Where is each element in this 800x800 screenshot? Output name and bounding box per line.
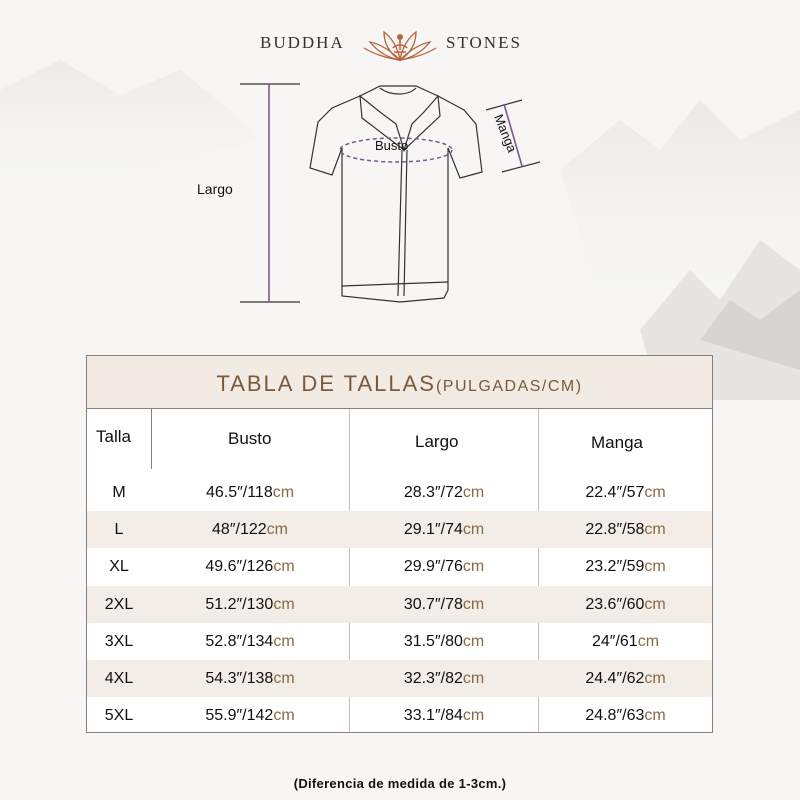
table-header-row bbox=[87, 409, 712, 469]
shirt-measurement-diagram bbox=[0, 70, 800, 320]
sleeve-cell bbox=[539, 670, 712, 688]
table-row bbox=[87, 548, 712, 585]
sleeve-cell bbox=[539, 484, 712, 502]
sleeve-cell bbox=[539, 596, 712, 614]
unit-cm: cm bbox=[273, 707, 295, 725]
unit-cm: cm bbox=[272, 484, 295, 501]
length-cell-value: 29.9″/76 bbox=[403, 558, 463, 576]
length-cell-value: 29.1″/74 bbox=[403, 521, 463, 539]
length-cell-value: 28.3″/72 bbox=[403, 484, 463, 501]
length-cell bbox=[350, 558, 538, 576]
sleeve-cell-value: 23.6″/60 bbox=[585, 595, 645, 613]
unit-cm: cm bbox=[273, 595, 295, 613]
unit-cm: cm bbox=[462, 595, 485, 613]
header-length: Largo bbox=[415, 432, 459, 451]
size-cell bbox=[87, 633, 151, 651]
measurement-note: (Diferencia de medida de 1-3cm.) bbox=[293, 776, 507, 791]
shirt-outline-illustration bbox=[0, 70, 800, 320]
length-label: Largo bbox=[197, 181, 233, 197]
size-cell-value: L bbox=[114, 521, 124, 539]
size-cell bbox=[87, 596, 151, 614]
size-cell-value: 4XL bbox=[104, 670, 134, 687]
unit-cm: cm bbox=[266, 521, 288, 539]
unit-cm: cm bbox=[273, 558, 295, 576]
sleeve-cell bbox=[539, 633, 712, 651]
unit-cm: cm bbox=[644, 707, 666, 725]
unit-cm: cm bbox=[644, 521, 666, 539]
chest-cell bbox=[151, 633, 349, 651]
header-sleeve: Manga bbox=[591, 433, 643, 452]
table-row bbox=[87, 623, 712, 660]
unit-cm: cm bbox=[637, 632, 660, 650]
size-chart-title-row bbox=[87, 356, 712, 409]
size-chart-title bbox=[87, 371, 712, 397]
length-cell bbox=[350, 484, 538, 502]
chest-cell-value: 55.9″/142 bbox=[205, 707, 274, 725]
title-units: (PULGADAS/CM) bbox=[435, 378, 583, 395]
table-row bbox=[87, 697, 712, 734]
length-cell bbox=[350, 670, 538, 688]
chest-cell bbox=[151, 670, 349, 688]
chest-cell bbox=[151, 484, 349, 502]
unit-cm: cm bbox=[462, 707, 485, 725]
unit-cm: cm bbox=[273, 632, 295, 650]
brand-logo bbox=[0, 24, 800, 64]
size-cell-value: 2XL bbox=[104, 595, 134, 613]
table-row bbox=[87, 660, 712, 697]
header-size: Talla bbox=[96, 427, 131, 446]
size-cell bbox=[87, 670, 151, 688]
sleeve-cell-value: 24″/61 bbox=[591, 632, 638, 650]
table-row bbox=[87, 474, 712, 511]
sleeve-label: Manga bbox=[491, 112, 520, 155]
lotus-meditation-icon bbox=[360, 24, 440, 64]
sleeve-cell-value: 24.8″/63 bbox=[585, 707, 645, 725]
length-cell-value: 31.5″/80 bbox=[403, 632, 463, 650]
unit-cm: cm bbox=[462, 484, 485, 501]
unit-cm: cm bbox=[462, 670, 485, 687]
size-cell bbox=[87, 707, 151, 725]
sleeve-cell bbox=[539, 558, 712, 576]
sleeve-cell bbox=[539, 521, 712, 539]
size-cell bbox=[87, 558, 151, 576]
length-cell bbox=[350, 521, 538, 539]
length-cell-value: 30.7″/78 bbox=[403, 595, 463, 613]
unit-cm: cm bbox=[462, 558, 485, 576]
unit-cm: cm bbox=[644, 670, 666, 687]
header-chest: Busto bbox=[228, 429, 272, 448]
chest-cell-value: 49.6″/126 bbox=[205, 558, 274, 576]
length-cell bbox=[350, 707, 538, 725]
chest-cell-value: 52.8″/134 bbox=[205, 632, 274, 650]
table-row bbox=[87, 586, 712, 623]
sleeve-cell-value: 23.2″/59 bbox=[585, 558, 645, 576]
unit-cm: cm bbox=[462, 521, 485, 539]
sleeve-cell-value: 22.8″/58 bbox=[585, 521, 645, 539]
chest-cell bbox=[151, 707, 349, 725]
size-cell-value: 3XL bbox=[104, 632, 134, 650]
chest-cell bbox=[151, 521, 349, 539]
sleeve-cell bbox=[539, 707, 712, 725]
unit-cm: cm bbox=[644, 484, 666, 501]
brand-name-left: BUDDHA bbox=[260, 33, 345, 52]
brand-name-right: STONES bbox=[446, 33, 522, 52]
chest-cell-value: 54.3″/138 bbox=[205, 670, 274, 687]
size-cell bbox=[87, 484, 151, 502]
title-main: TABLA DE TALLAS bbox=[216, 371, 436, 396]
size-chart-table bbox=[86, 355, 713, 733]
length-cell bbox=[350, 596, 538, 614]
length-cell-value: 32.3″/82 bbox=[403, 670, 463, 687]
size-cell-value: M bbox=[112, 484, 126, 501]
length-cell bbox=[350, 633, 538, 651]
chest-cell bbox=[151, 558, 349, 576]
unit-cm: cm bbox=[462, 632, 485, 650]
chest-cell-value: 51.2″/130 bbox=[205, 595, 274, 613]
sleeve-cell-value: 24.4″/62 bbox=[585, 670, 645, 687]
sleeve-cell-value: 22.4″/57 bbox=[585, 484, 645, 501]
table-row bbox=[87, 511, 712, 548]
chest-cell bbox=[151, 596, 349, 614]
unit-cm: cm bbox=[644, 558, 666, 576]
unit-cm: cm bbox=[273, 670, 295, 687]
size-cell-value: XL bbox=[109, 558, 129, 576]
unit-cm: cm bbox=[644, 595, 666, 613]
chest-cell-value: 46.5″/118 bbox=[205, 484, 273, 501]
size-cell bbox=[87, 521, 151, 539]
chest-label: Busto bbox=[375, 138, 409, 153]
chest-cell-value: 48″/122 bbox=[212, 521, 267, 539]
length-cell-value: 33.1″/84 bbox=[403, 707, 463, 725]
size-cell-value: 5XL bbox=[104, 707, 134, 725]
